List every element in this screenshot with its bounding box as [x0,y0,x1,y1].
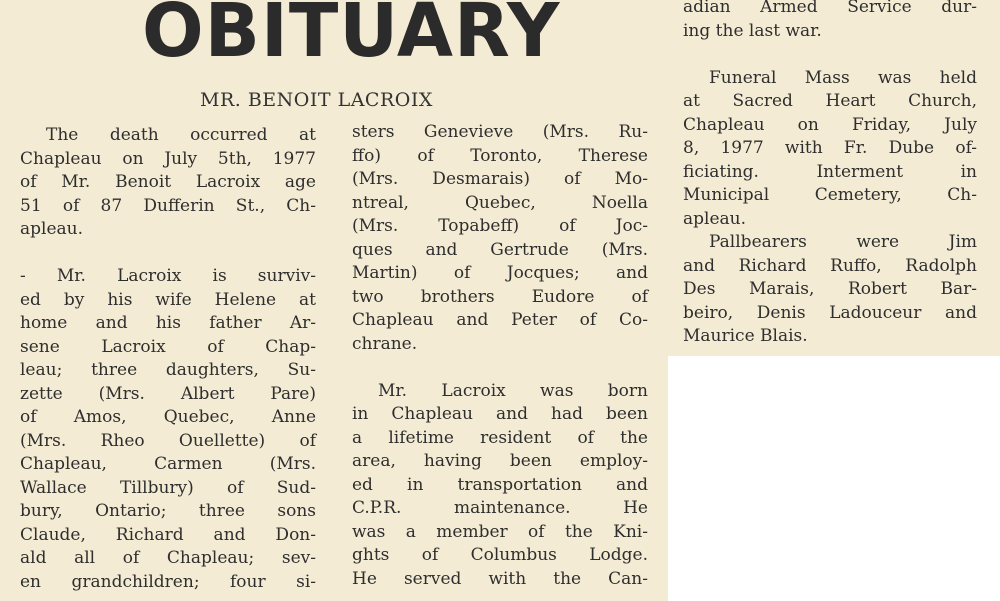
article-text-line: ed by his wife Helene at [20,289,316,310]
article-text-line: ghts of Columbus Lodge. [352,545,648,565]
article-text-line: (Mrs. Rheo Ouellette) of [20,430,316,451]
article-text-line: of Amos, Quebec, Anne [20,407,316,427]
article-text-line: of Mr. Benoit Lacroix age [20,172,316,192]
article-text-line: two brothers Eudore of [352,286,648,307]
article-text-line: Chapleau, Carmen (Mrs. [20,454,316,474]
article-text-line: a lifetime resident of the [352,427,648,448]
article-text-line: Chapleau on July 5th, 1977 [20,148,316,169]
article-text-line: He served with the Can- [352,568,648,589]
article-text-line: apleau. [683,208,747,229]
article-text-line: home and his father Ar- [20,313,316,333]
article-text-line: leau; three daughters, Su- [20,360,316,380]
article-text-line: The death occurred at [46,125,316,145]
article-text-line: beiro, Denis Ladouceur and [683,302,977,323]
article-text-line: adian Armed Service dur- [683,0,977,17]
article-text-line: Funeral Mass was held [709,67,977,88]
article-text-line: Maurice Blais. [683,326,808,346]
article-text-line: Des Marais, Robert Bar- [683,279,977,299]
article-column-2 [352,121,648,591]
article-text-line: Mr. Lacroix was born [378,380,648,401]
article-text-line: Martin) of Jocques; and [352,263,648,283]
article-text-line: Municipal Cemetery, Ch- [683,185,977,205]
article-text-line: - Mr. Lacroix is surviv- [20,266,316,286]
deceased-name-subhead: MR. BENOIT LACROIX [200,89,433,111]
article-text-line: (Mrs. Desmarais) of Mo- [352,169,648,189]
article-text-line: 8, 1977 with Fr. Dube of- [683,138,977,158]
article-column-3 [683,0,977,349]
article-text-line: ed in transportation and [352,474,648,495]
article-text-line: ald all of Chapleau; sev- [20,548,316,568]
paragraph-gap [20,242,316,266]
article-text-line: Chapleau and Peter of Co- [352,310,648,330]
paragraph-gap [352,356,648,380]
article-text-line: zette (Mrs. Albert Pare) [20,383,316,404]
obituary-headline: OBITUARY [142,0,561,74]
article-text-line: ques and Gertrude (Mrs. [352,239,648,260]
article-text-line: area, having been employ- [352,451,648,471]
article-text-line: at Sacred Heart Church, [683,91,977,111]
article-text-line: Wallace Tillbury) of Sud- [20,477,316,498]
article-text-line: sene Lacroix of Chap- [20,336,316,357]
article-text-line: and Richard Ruffo, Radolph [683,255,977,276]
article-text-line: ffo) of Toronto, Therese [352,145,648,166]
article-text-line: Claude, Richard and Don- [20,524,316,545]
article-text-line: apleau. [20,219,84,239]
article-text-line: chrane. [352,333,418,354]
article-text-line: ing the last war. [683,20,822,41]
article-text-line: in Chapleau and had been [352,404,648,424]
article-text-line: Pallbearers were Jim [709,232,977,252]
article-text-line: bury, Ontario; three sons [20,501,316,521]
article-text-line: 51 of 87 Dufferin St., Ch- [20,195,316,216]
article-text-line: en grandchildren; four si- [20,571,316,592]
article-text-line: was a member of the Kni- [352,521,648,542]
article-text-line: Chapleau on Friday, July [683,114,977,135]
article-text-line: ficiating. Interment in [683,161,977,182]
article-text-line: (Mrs. Topabeff) of Joc- [352,216,648,236]
article-text-line: C.P.R. maintenance. He [352,498,648,518]
article-text-line: sters Genevieve (Mrs. Ru- [352,122,648,142]
article-text-line: ntreal, Quebec, Noella [352,192,648,213]
article-column-1 [20,124,316,594]
paragraph-gap [683,43,977,67]
